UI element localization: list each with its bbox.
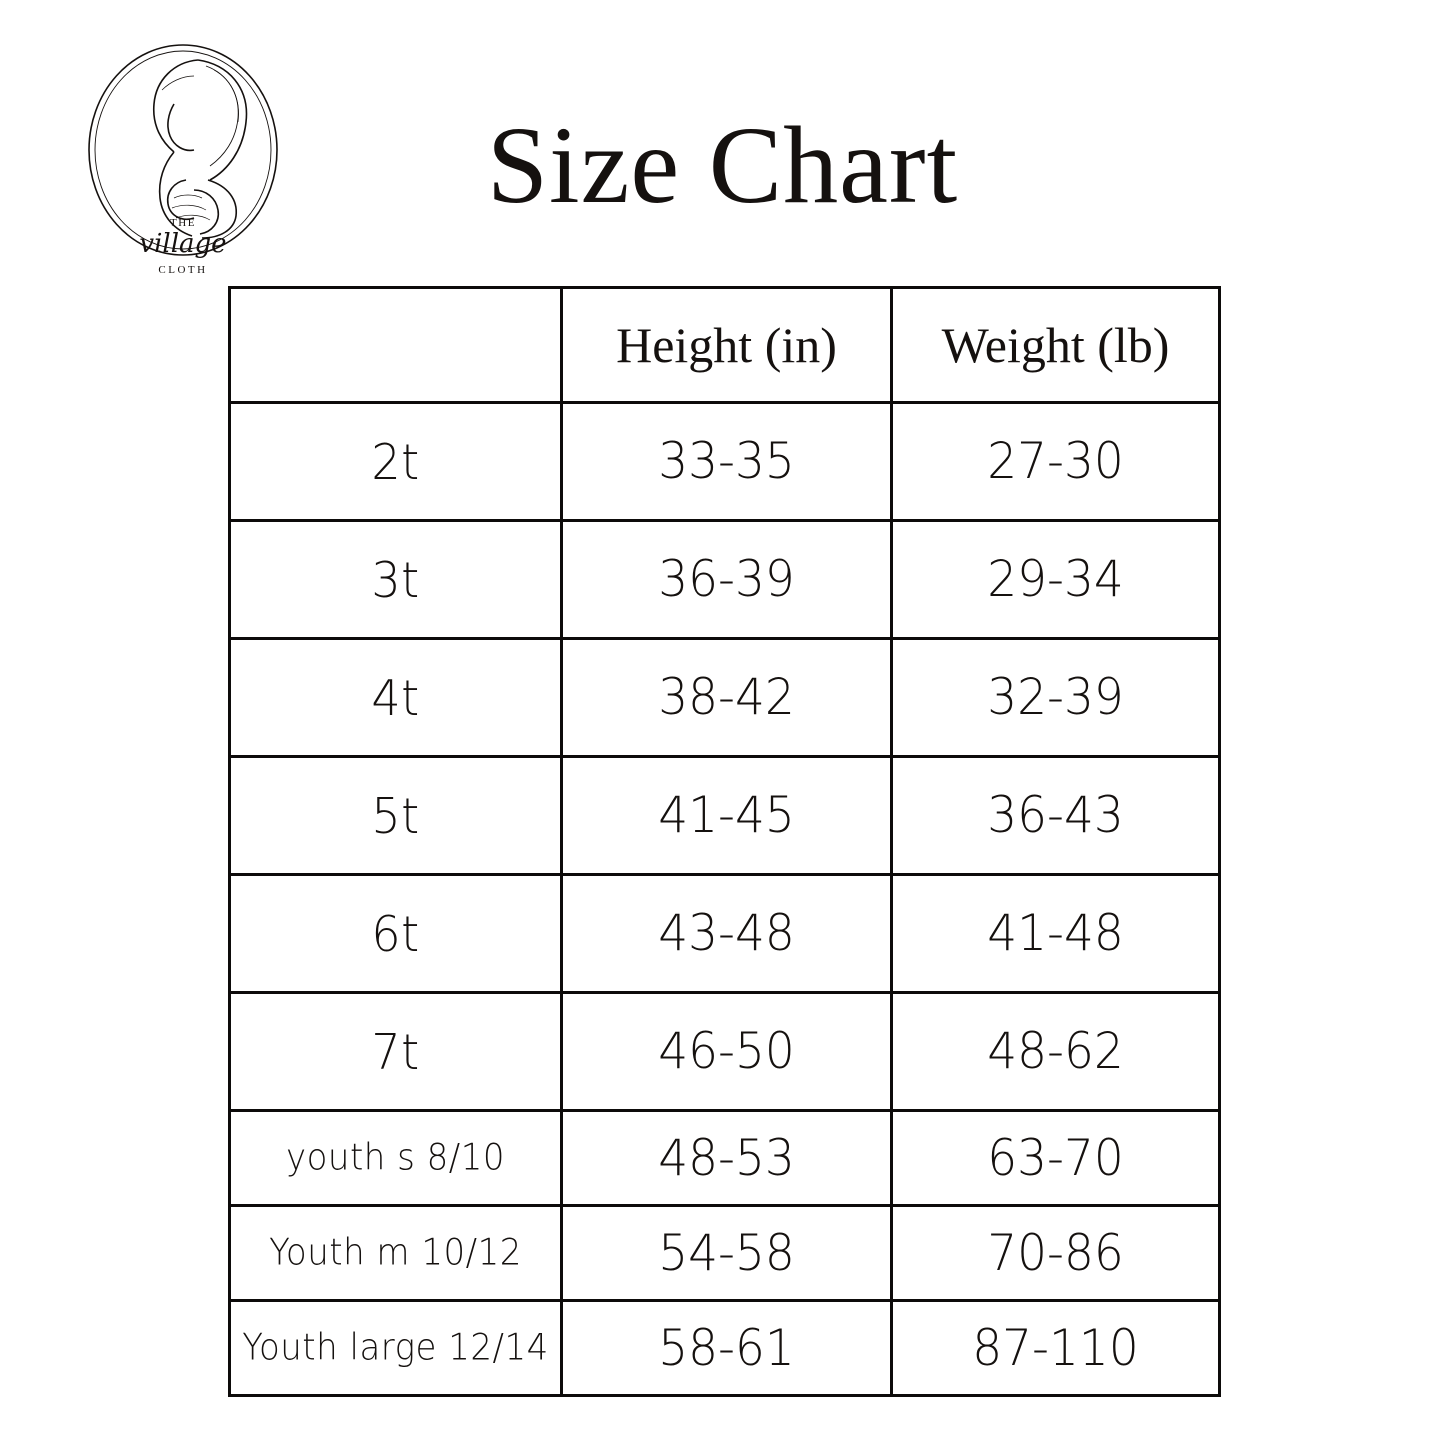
weight-value: 87-110 — [972, 1318, 1139, 1378]
cell-size — [230, 521, 562, 639]
cell-weight — [892, 1301, 1220, 1396]
cell-size — [230, 1301, 562, 1396]
cell-size — [230, 875, 562, 993]
table-header — [230, 288, 1220, 403]
table-row — [230, 1111, 1220, 1206]
cell-height — [562, 1301, 892, 1396]
cell-weight — [892, 639, 1220, 757]
height-value: 38-42 — [658, 668, 795, 727]
cell-weight — [892, 875, 1220, 993]
weight-value: 27-30 — [987, 432, 1124, 491]
height-value: 43-48 — [658, 904, 795, 963]
size-label: 7t — [371, 1022, 420, 1081]
size-label: 5t — [371, 786, 420, 845]
cell-size — [230, 639, 562, 757]
size-chart-table-wrapper — [228, 286, 1218, 1397]
cell-height — [562, 403, 892, 521]
weight-value: 36-43 — [987, 786, 1124, 845]
cell-weight — [892, 521, 1220, 639]
cell-weight — [892, 757, 1220, 875]
table-row — [230, 757, 1220, 875]
cell-size — [230, 993, 562, 1111]
cell-weight — [892, 1111, 1220, 1206]
weight-value: 63-70 — [987, 1128, 1124, 1188]
height-value: 46-50 — [658, 1022, 795, 1081]
cell-height — [562, 993, 892, 1111]
weight-value: 48-62 — [987, 1022, 1124, 1081]
size-label: 2t — [371, 432, 420, 491]
height-value: 48-53 — [658, 1128, 795, 1188]
cell-weight — [892, 403, 1220, 521]
cell-height — [562, 875, 892, 993]
brand-name-top: THE — [170, 217, 196, 229]
size-label: Youth m 10/12 — [269, 1231, 522, 1275]
brand-name-main: village — [139, 229, 227, 259]
weight-value: 41-48 — [987, 904, 1124, 963]
column-header-weight: Weight (lb) — [892, 288, 1220, 403]
table-row — [230, 403, 1220, 521]
cell-weight — [892, 993, 1220, 1111]
weight-value: 32-39 — [987, 668, 1124, 727]
cell-size — [230, 1111, 562, 1206]
cell-height — [562, 1111, 892, 1206]
cell-height — [562, 521, 892, 639]
column-header-size — [230, 288, 562, 403]
height-value: 36-39 — [658, 550, 795, 609]
table-row — [230, 1301, 1220, 1396]
cell-height — [562, 757, 892, 875]
brand-name-bottom: CLOTH — [158, 264, 208, 276]
size-label: youth s 8/10 — [285, 1136, 506, 1180]
weight-value: 29-34 — [987, 550, 1124, 609]
cell-height — [562, 639, 892, 757]
size-label: 4t — [371, 668, 420, 727]
height-value: 33-35 — [658, 432, 795, 491]
size-label: 6t — [371, 904, 420, 963]
table-body — [230, 403, 1220, 1396]
cell-size — [230, 757, 562, 875]
size-chart-table — [228, 286, 1221, 1397]
table-row — [230, 639, 1220, 757]
table-header-row — [230, 288, 1220, 403]
table-row — [230, 1206, 1220, 1301]
size-label: Youth large 12/14 — [242, 1326, 549, 1370]
cell-size — [230, 1206, 562, 1301]
size-label: 3t — [371, 550, 420, 609]
cell-height — [562, 1206, 892, 1301]
table-row — [230, 521, 1220, 639]
column-header-height: Height (in) — [562, 288, 892, 403]
table-row — [230, 993, 1220, 1111]
weight-value: 70-86 — [987, 1223, 1124, 1283]
height-value: 58-61 — [658, 1318, 795, 1378]
cell-size — [230, 403, 562, 521]
cell-weight — [892, 1206, 1220, 1301]
table-row — [230, 875, 1220, 993]
height-value: 54-58 — [658, 1223, 795, 1283]
height-value: 41-45 — [658, 786, 795, 845]
page-title: Size Chart — [486, 104, 959, 226]
